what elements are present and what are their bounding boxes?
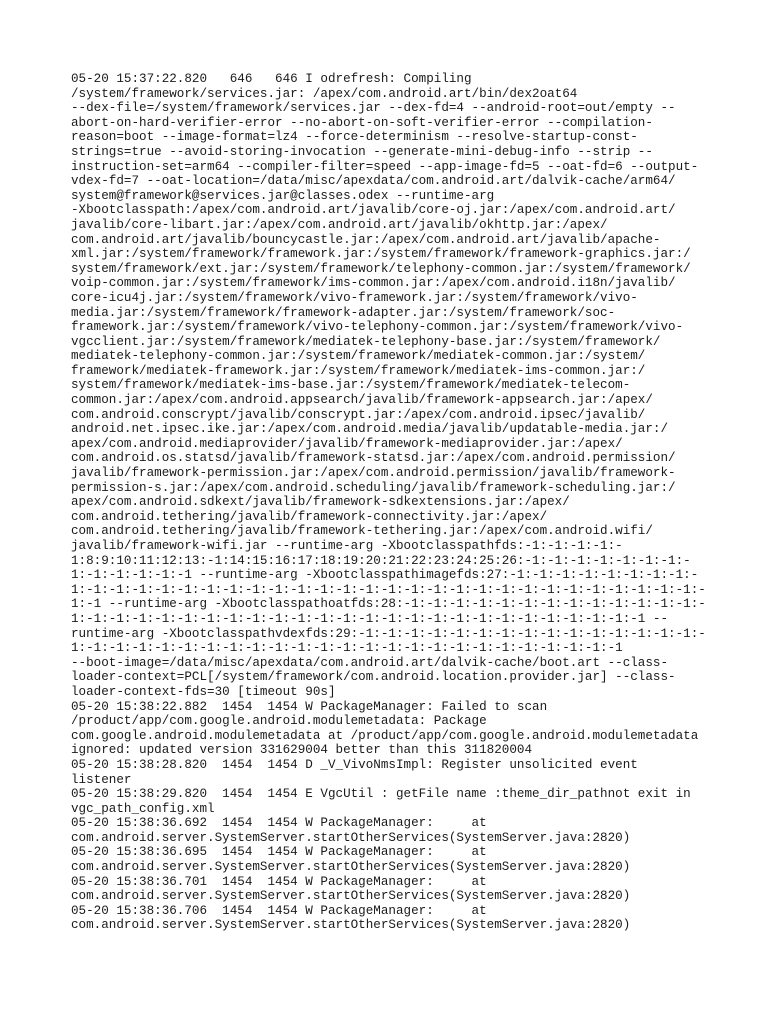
log-line: com.android.server.SystemServer.startOtherServices(SystemServer.java:2820) bbox=[71, 860, 631, 875]
log-line: 05-20 15:38:22.882 1454 1454 W PackageManager: Failed to scan bbox=[71, 699, 548, 714]
log-line: com.android.server.SystemServer.startOtherServices(SystemServer.java:2820) bbox=[71, 830, 631, 845]
log-line: 05-20 15:38:36.701 1454 1454 W PackageManager: at bbox=[71, 874, 487, 889]
log-line: system/framework/ext.jar:/system/framework/telephony-common.jar:/system/framework/ bbox=[71, 261, 691, 276]
log-line: 1:-1 --runtime-arg -Xbootclasspathoatfds:28:-1:-1:-1:-1:-1:-1:-1:-1:-1:-1:-1:-1:-1:- bbox=[71, 597, 706, 612]
log-line: instruction-set=arm64 --compiler-filter=speed --app-image-fd=5 --oat-fd=6 --output- bbox=[71, 159, 699, 174]
log-line: 05-20 15:38:36.706 1454 1454 W PackageManager: at bbox=[71, 903, 487, 918]
log-line: common.jar:/apex/com.android.appsearch/javalib/framework-appsearch.jar:/apex/ bbox=[71, 393, 653, 408]
log-line: listener bbox=[71, 772, 132, 787]
log-line: /product/app/com.google.android.modulemetadata: Package bbox=[71, 714, 487, 729]
log-line: apex/com.android.mediaprovider/javalib/framework-mediaprovider.jar:/apex/ bbox=[71, 436, 623, 451]
log-line: 05-20 15:37:22.820 646 646 I odrefresh: Compiling bbox=[71, 72, 472, 86]
log-line: strings=true --avoid-storing-invocation --generate-mini-debug-info --strip -- bbox=[71, 144, 653, 159]
log-line: media.jar:/system/framework/framework-adapter.jar:/system/framework/soc- bbox=[71, 305, 616, 320]
log-line: com.android.os.statsd/javalib/framework-statsd.jar:/apex/com.android.permission/ bbox=[71, 451, 676, 466]
log-line: framework/mediatek-framework.jar:/system/framework/mediatek-ims-common.jar:/ bbox=[71, 363, 646, 378]
log-line: 05-20 15:38:29.820 1454 1454 E VgcUtil : getFile name :theme_dir_pathnot exit in bbox=[71, 787, 691, 802]
log-line: 1:8:9:10:11:12:13:-1:14:15:16:17:18:19:20:21:22:23:24:25:26:-1:-1:-1:-1:-1:-1:-1:- bbox=[71, 553, 691, 568]
log-line: 05-20 15:38:36.695 1454 1454 W PackageManager: at bbox=[71, 845, 487, 860]
log-line: --boot-image=/data/misc/apexdata/com.android.art/dalvik-cache/boot.art --class- bbox=[71, 655, 669, 670]
log-line: vdex-fd=7 --oat-location=/data/misc/apexdata/com.android.art/dalvik-cache/arm64/ bbox=[71, 174, 676, 189]
log-line: android.net.ipsec.ike.jar:/apex/com.android.media/javalib/updatable-media.jar:/ bbox=[71, 422, 669, 437]
log-line: -Xbootclasspath:/apex/com.android.art/javalib/core-oj.jar:/apex/com.android.art/ bbox=[71, 203, 676, 218]
log-line: core-icu4j.jar:/system/framework/vivo-framework.jar:/system/framework/vivo- bbox=[71, 290, 638, 305]
log-line: 05-20 15:38:28.820 1454 1454 D _V_VivoNmsImpl: Register unsolicited event bbox=[71, 757, 638, 772]
log-line: framework.jar:/system/framework/vivo-telephony-common.jar:/system/framework/vivo- bbox=[71, 320, 684, 335]
log-line: /system/framework/services.jar: /apex/com.android.art/bin/dex2oat64 bbox=[71, 86, 578, 101]
log-line: voip-common.jar:/system/framework/ims-common.jar:/apex/com.android.i18n/javalib/ bbox=[71, 276, 676, 291]
log-line: javalib/core-libart.jar:/apex/com.android.art/javalib/okhttp.jar:/apex/ bbox=[71, 217, 608, 232]
log-line: com.android.art/javalib/bouncycastle.jar:/apex/com.android.art/javalib/apache- bbox=[71, 232, 661, 247]
log-line: com.google.android.modulemetadata at /product/app/com.google.android.modulemetadata bbox=[71, 728, 699, 743]
log-line: com.android.server.SystemServer.startOtherServices(SystemServer.java:2820) bbox=[71, 889, 631, 904]
log-line: reason=boot --image-format=lz4 --force-determinism --resolve-startup-const- bbox=[71, 130, 638, 145]
log-line: com.android.server.SystemServer.startOtherServices(SystemServer.java:2820) bbox=[71, 918, 631, 933]
log-line: mediatek-telephony-common.jar:/system/framework/mediatek-common.jar:/system/ bbox=[71, 349, 646, 364]
log-line: 1:-1:-1:-1:-1:-1:-1:-1:-1:-1:-1:-1:-1:-1:-1:-1:-1:-1:-1:-1:-1:-1:-1:-1:-1 bbox=[71, 641, 623, 656]
log-line: apex/com.android.sdkext/javalib/framework-sdkextensions.jar:/apex/ bbox=[71, 495, 570, 510]
log-line: system@framework@services.jar@classes.odex --runtime-arg bbox=[71, 188, 495, 203]
log-line: runtime-arg -Xbootclasspathvdexfds:29:-1:-1:-1:-1:-1:-1:-1:-1:-1:-1:-1:-1:-1:-1:-1:- bbox=[71, 626, 706, 641]
log-line: xml.jar:/system/framework/framework.jar:/system/framework/framework-graphics.jar:/ bbox=[71, 247, 691, 262]
log-line: com.android.tethering/javalib/framework-tethering.jar:/apex/com.android.wifi/ bbox=[71, 524, 653, 539]
log-line: --dex-file=/system/framework/services.jar --dex-fd=4 --android-root=out/empty -- bbox=[71, 101, 676, 116]
log-line: 1:-1:-1:-1:-1:-1 --runtime-arg -Xbootclasspathimagefds:27:-1:-1:-1:-1:-1:-1:-1:-1:- bbox=[71, 568, 699, 583]
log-line: abort-on-hard-verifier-error --no-abort-on-soft-verifier-error --compilation- bbox=[71, 115, 653, 130]
log-line: com.android.conscrypt/javalib/conscrypt.jar:/apex/com.android.ipsec/javalib/ bbox=[71, 407, 646, 422]
log-line: javalib/framework-wifi.jar --runtime-arg -Xbootclasspathfds:-1:-1:-1:-1:- bbox=[71, 539, 623, 553]
log-line: vgcclient.jar:/system/framework/mediatek-telephony-base.jar:/system/framework/ bbox=[71, 334, 661, 349]
log-line: permission-s.jar:/apex/com.android.scheduling/javalib/framework-scheduling.jar:/ bbox=[71, 480, 676, 495]
log-document bbox=[71, 72, 711, 933]
log-line: 05-20 15:38:36.692 1454 1454 W PackageManager: at bbox=[71, 816, 487, 831]
log-line: vgc_path_config.xml bbox=[71, 801, 215, 816]
log-line: ignored: updated version 331629004 better than this 311820004 bbox=[71, 743, 533, 758]
log-line: 1:-1:-1:-1:-1:-1:-1:-1:-1:-1:-1:-1:-1:-1:-1:-1:-1:-1:-1:-1:-1:-1:-1:-1:-1:-1 -- bbox=[71, 611, 669, 626]
log-line: com.android.tethering/javalib/framework-connectivity.jar:/apex/ bbox=[71, 509, 548, 524]
log-line: loader-context=PCL[/system/framework/com.android.location.provider.jar] --class- bbox=[71, 670, 676, 685]
log-line: javalib/framework-permission.jar:/apex/com.android.permission/javalib/framework- bbox=[71, 466, 676, 481]
log-line: system/framework/mediatek-ims-base.jar:/system/framework/mediatek-telecom- bbox=[71, 378, 631, 393]
log-line: 1:-1:-1:-1:-1:-1:-1:-1:-1:-1:-1:-1:-1:-1:-1:-1:-1:-1:-1:-1:-1:-1:-1:-1:-1:-1:-1:-1:- bbox=[71, 582, 706, 597]
log-line: loader-context-fds=30 [timeout 90s] bbox=[71, 684, 336, 699]
